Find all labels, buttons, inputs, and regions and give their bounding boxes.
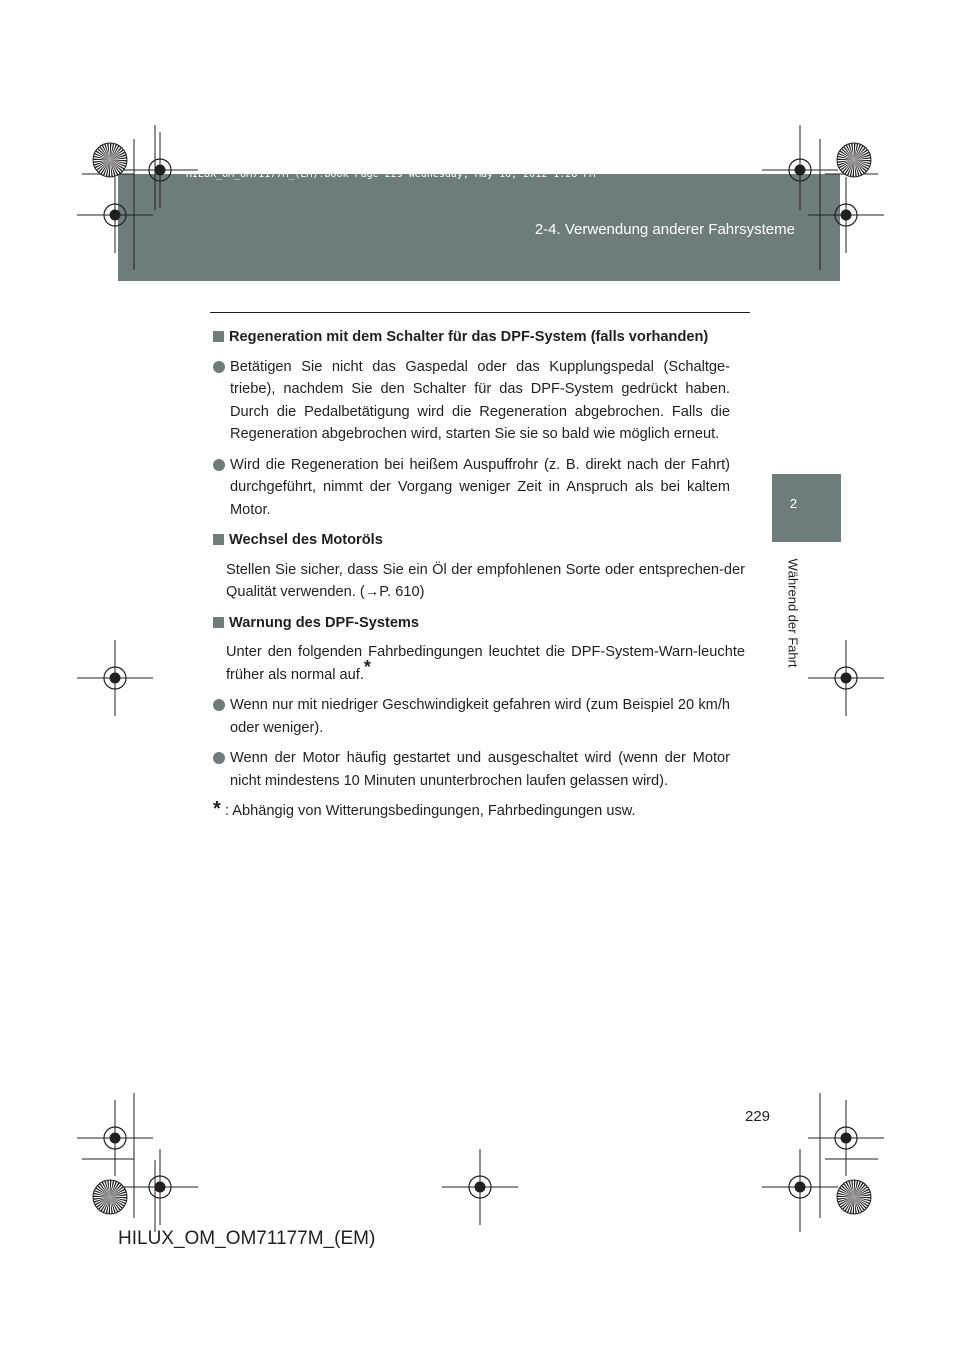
registration-target-icon xyxy=(762,1149,838,1225)
document-id: HILUX_OM_OM71177M_(EM) xyxy=(118,1228,376,1249)
registration-target-icon xyxy=(808,640,884,716)
page-number: 229 xyxy=(745,1108,771,1125)
registration-target-icon xyxy=(77,640,153,716)
list-item-text: Wird die Regeneration bei heißem Auspuffrohr (z. B. direkt nach der Fahrt) durchgeführt, nimmt der Vorgang weniger Zeit in Anspruch als bei kaltem Motor. xyxy=(230,456,730,518)
registration-target-icon xyxy=(122,1149,198,1225)
print-imprint: HILUX_OM_OM71177M_(EM).book Page 229 Wednesday, May 16, 2012 1:28 PM xyxy=(186,169,596,180)
section-title: 2-4. Verwendung anderer Fahrsysteme xyxy=(534,221,795,238)
registration-target-icon xyxy=(762,132,838,208)
list-item-text: Wenn nur mit niedriger Geschwindigkeit gefahren wird (zum Beispiel 20 km/h oder weniger). xyxy=(230,697,730,736)
heading-text: Regeneration mit dem Schalter für das DPF-System (falls vorhanden) xyxy=(229,329,709,345)
list-item-text: Wenn der Motor häufig gestartet und ausgeschaltet wird (wenn der Motor nicht mindestens 10 Minuten ununterbrochen laufen gelassen wird). xyxy=(230,750,730,789)
sunburst-mark-icon xyxy=(93,143,127,177)
sunburst-mark-icon xyxy=(93,1180,127,1214)
registration-target-icon xyxy=(808,1100,884,1176)
registration-target-icon xyxy=(77,177,153,253)
heading-text: Wechsel des Motoröls xyxy=(229,532,383,548)
registration-target-icon xyxy=(77,1100,153,1176)
list-item-text: Betätigen Sie nicht das Gaspedal oder das Kupplungspedal (Schaltge-triebe), nachdem Sie den Schalter für das DPF-System gedrückt haben. Durch die Pedalbetätigung wird die Regeneration abgebrochen. Falls die Regeneration abgebrochen wird, starten Sie sie so bald wie möglich erneut. xyxy=(230,358,730,442)
asterisk-marker: * xyxy=(363,656,371,677)
paragraph-motoroel: Stellen Sie sicher, dass Sie ein Öl der empfohlenen Sorte oder entsprechen-der Qualität verwenden. (→P. 610) xyxy=(226,561,745,600)
registration-target-icon xyxy=(122,132,198,208)
registration-target-icon xyxy=(442,1149,518,1225)
registration-target-icon xyxy=(808,177,884,253)
footnote-marker: * xyxy=(213,798,221,820)
paragraph-text: Unter den folgenden Fahrbedingungen leuchtet die DPF-System-Warn-leuchte früher als normal auf. xyxy=(226,644,745,683)
heading-text: Warnung des DPF-Systems xyxy=(229,614,420,631)
chapter-label: Während der Fahrt xyxy=(785,558,801,668)
chapter-number: 2 xyxy=(789,496,798,511)
footnote-text: : Abhängig von Witterungsbedingungen, Fahrbedingungen usw. xyxy=(225,803,636,819)
sunburst-mark-icon xyxy=(837,1180,871,1214)
sunburst-mark-icon xyxy=(837,143,871,177)
